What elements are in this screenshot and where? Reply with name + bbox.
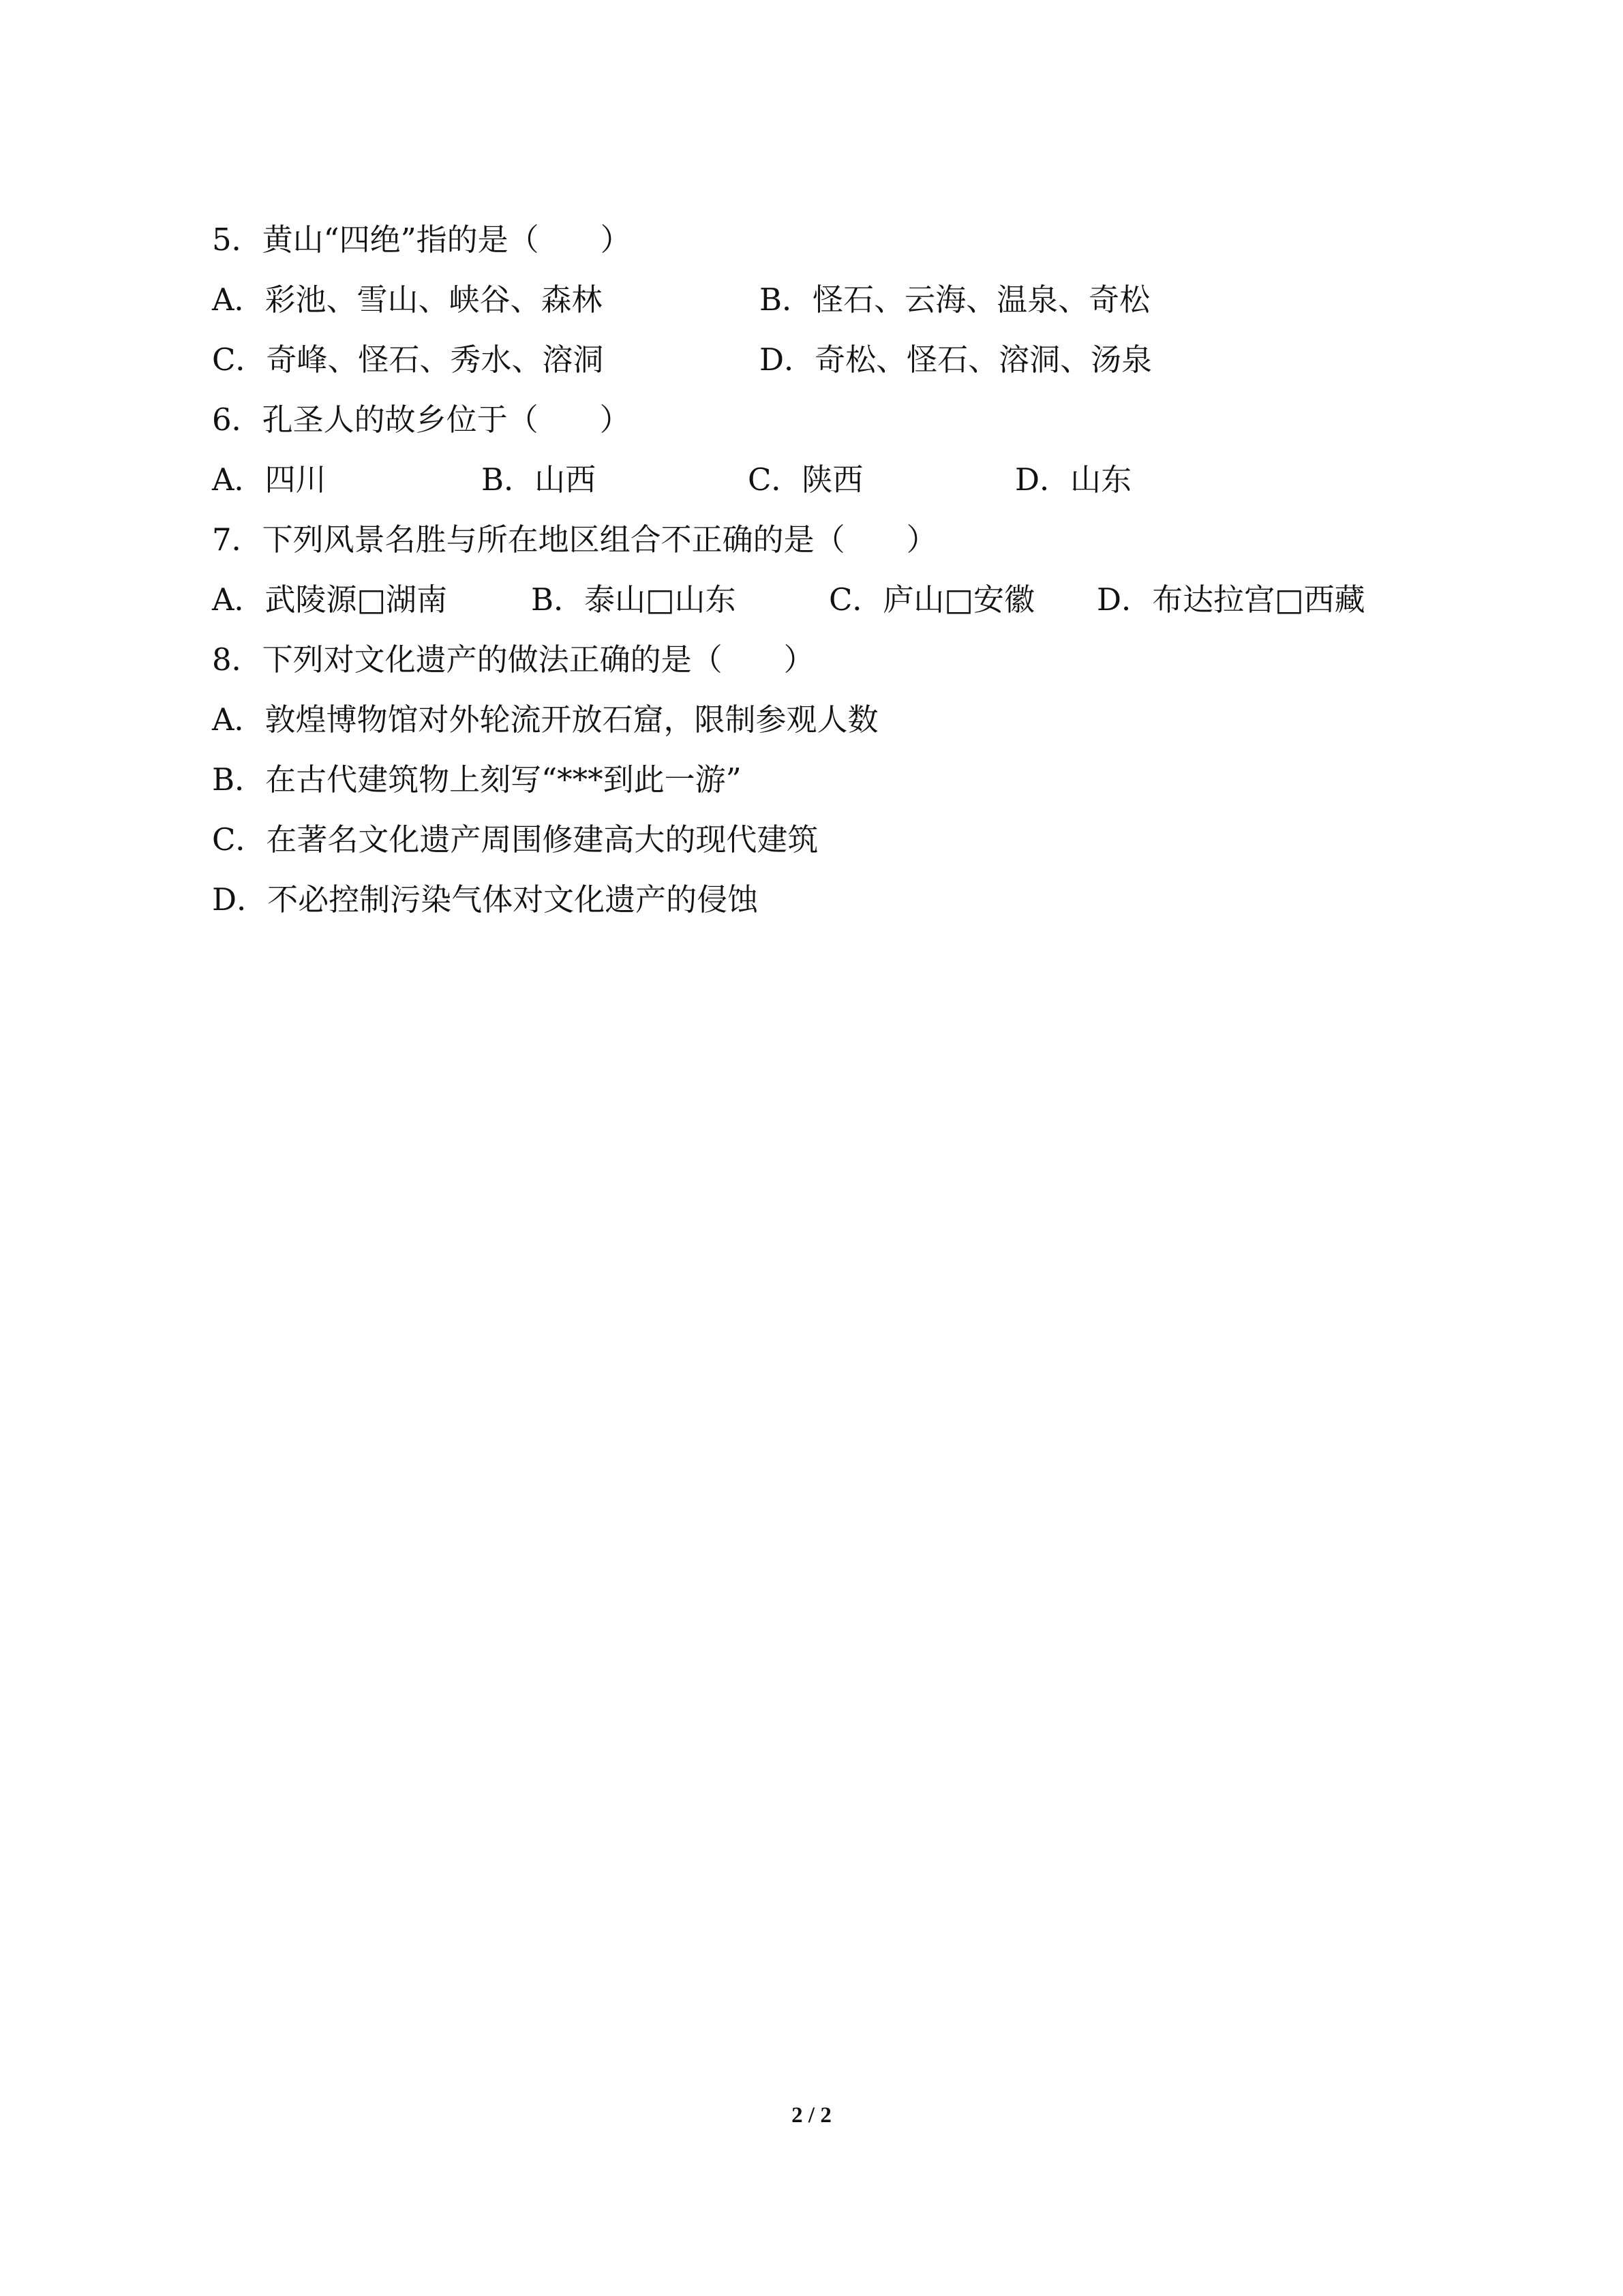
question-6-option-d: D．山东 bbox=[1015, 462, 1132, 498]
page-number: 2 / 2 bbox=[791, 2103, 832, 2128]
question-7-options-row bbox=[212, 570, 1439, 630]
question-5-option-d: D．奇松、怪石、溶洞、汤泉 bbox=[759, 342, 1153, 378]
question-8-option-d: D．不必控制污染气体对文化遗产的侵蚀 bbox=[212, 881, 759, 918]
question-7-option-c: C．庐山□安徽 bbox=[829, 581, 1035, 618]
question-8-option-a: A．敦煌博物馆对外轮流开放石窟，限制参观人数 bbox=[212, 701, 879, 738]
question-7-option-a: A．武陵源□湖南 bbox=[212, 581, 448, 618]
question-8-option-c: C．在著名文化遗产周围修建高大的现代建筑 bbox=[212, 821, 819, 858]
question-6-options-row bbox=[212, 450, 1439, 510]
question-5-option-b: B．怪石、云海、温泉、奇松 bbox=[759, 282, 1151, 318]
question-6-option-c: C．陕西 bbox=[748, 462, 864, 498]
question-5-options-row-1 bbox=[212, 270, 1439, 330]
question-7-option-d: D．布达拉宫□西藏 bbox=[1097, 581, 1365, 618]
question-7-stem: 7．下列风景名胜与所在地区组合不正确的是（ ） bbox=[212, 522, 937, 558]
question-5-options-row-2 bbox=[212, 330, 1439, 390]
question-7-option-b: B．泰山□山东 bbox=[531, 581, 736, 618]
question-6-option-b: B．山西 bbox=[481, 462, 596, 498]
question-5-option-a: A．彩池、雪山、峡谷、森林 bbox=[212, 282, 603, 318]
question-6-option-a: A．四川 bbox=[212, 462, 327, 498]
question-list bbox=[212, 210, 1439, 930]
question-8-option-b: B．在古代建筑物上刻写“***到此一游” bbox=[212, 761, 742, 798]
question-5-stem: 5．黄山“四绝”指的是（ ） bbox=[212, 222, 631, 258]
question-8-stem: 8．下列对文化遗产的做法正确的是（ ） bbox=[212, 641, 815, 678]
question-6-stem: 6．孔圣人的故乡位于（ ） bbox=[212, 402, 631, 438]
question-5-option-c: C．奇峰、怪石、秀水、溶洞 bbox=[212, 342, 604, 378]
